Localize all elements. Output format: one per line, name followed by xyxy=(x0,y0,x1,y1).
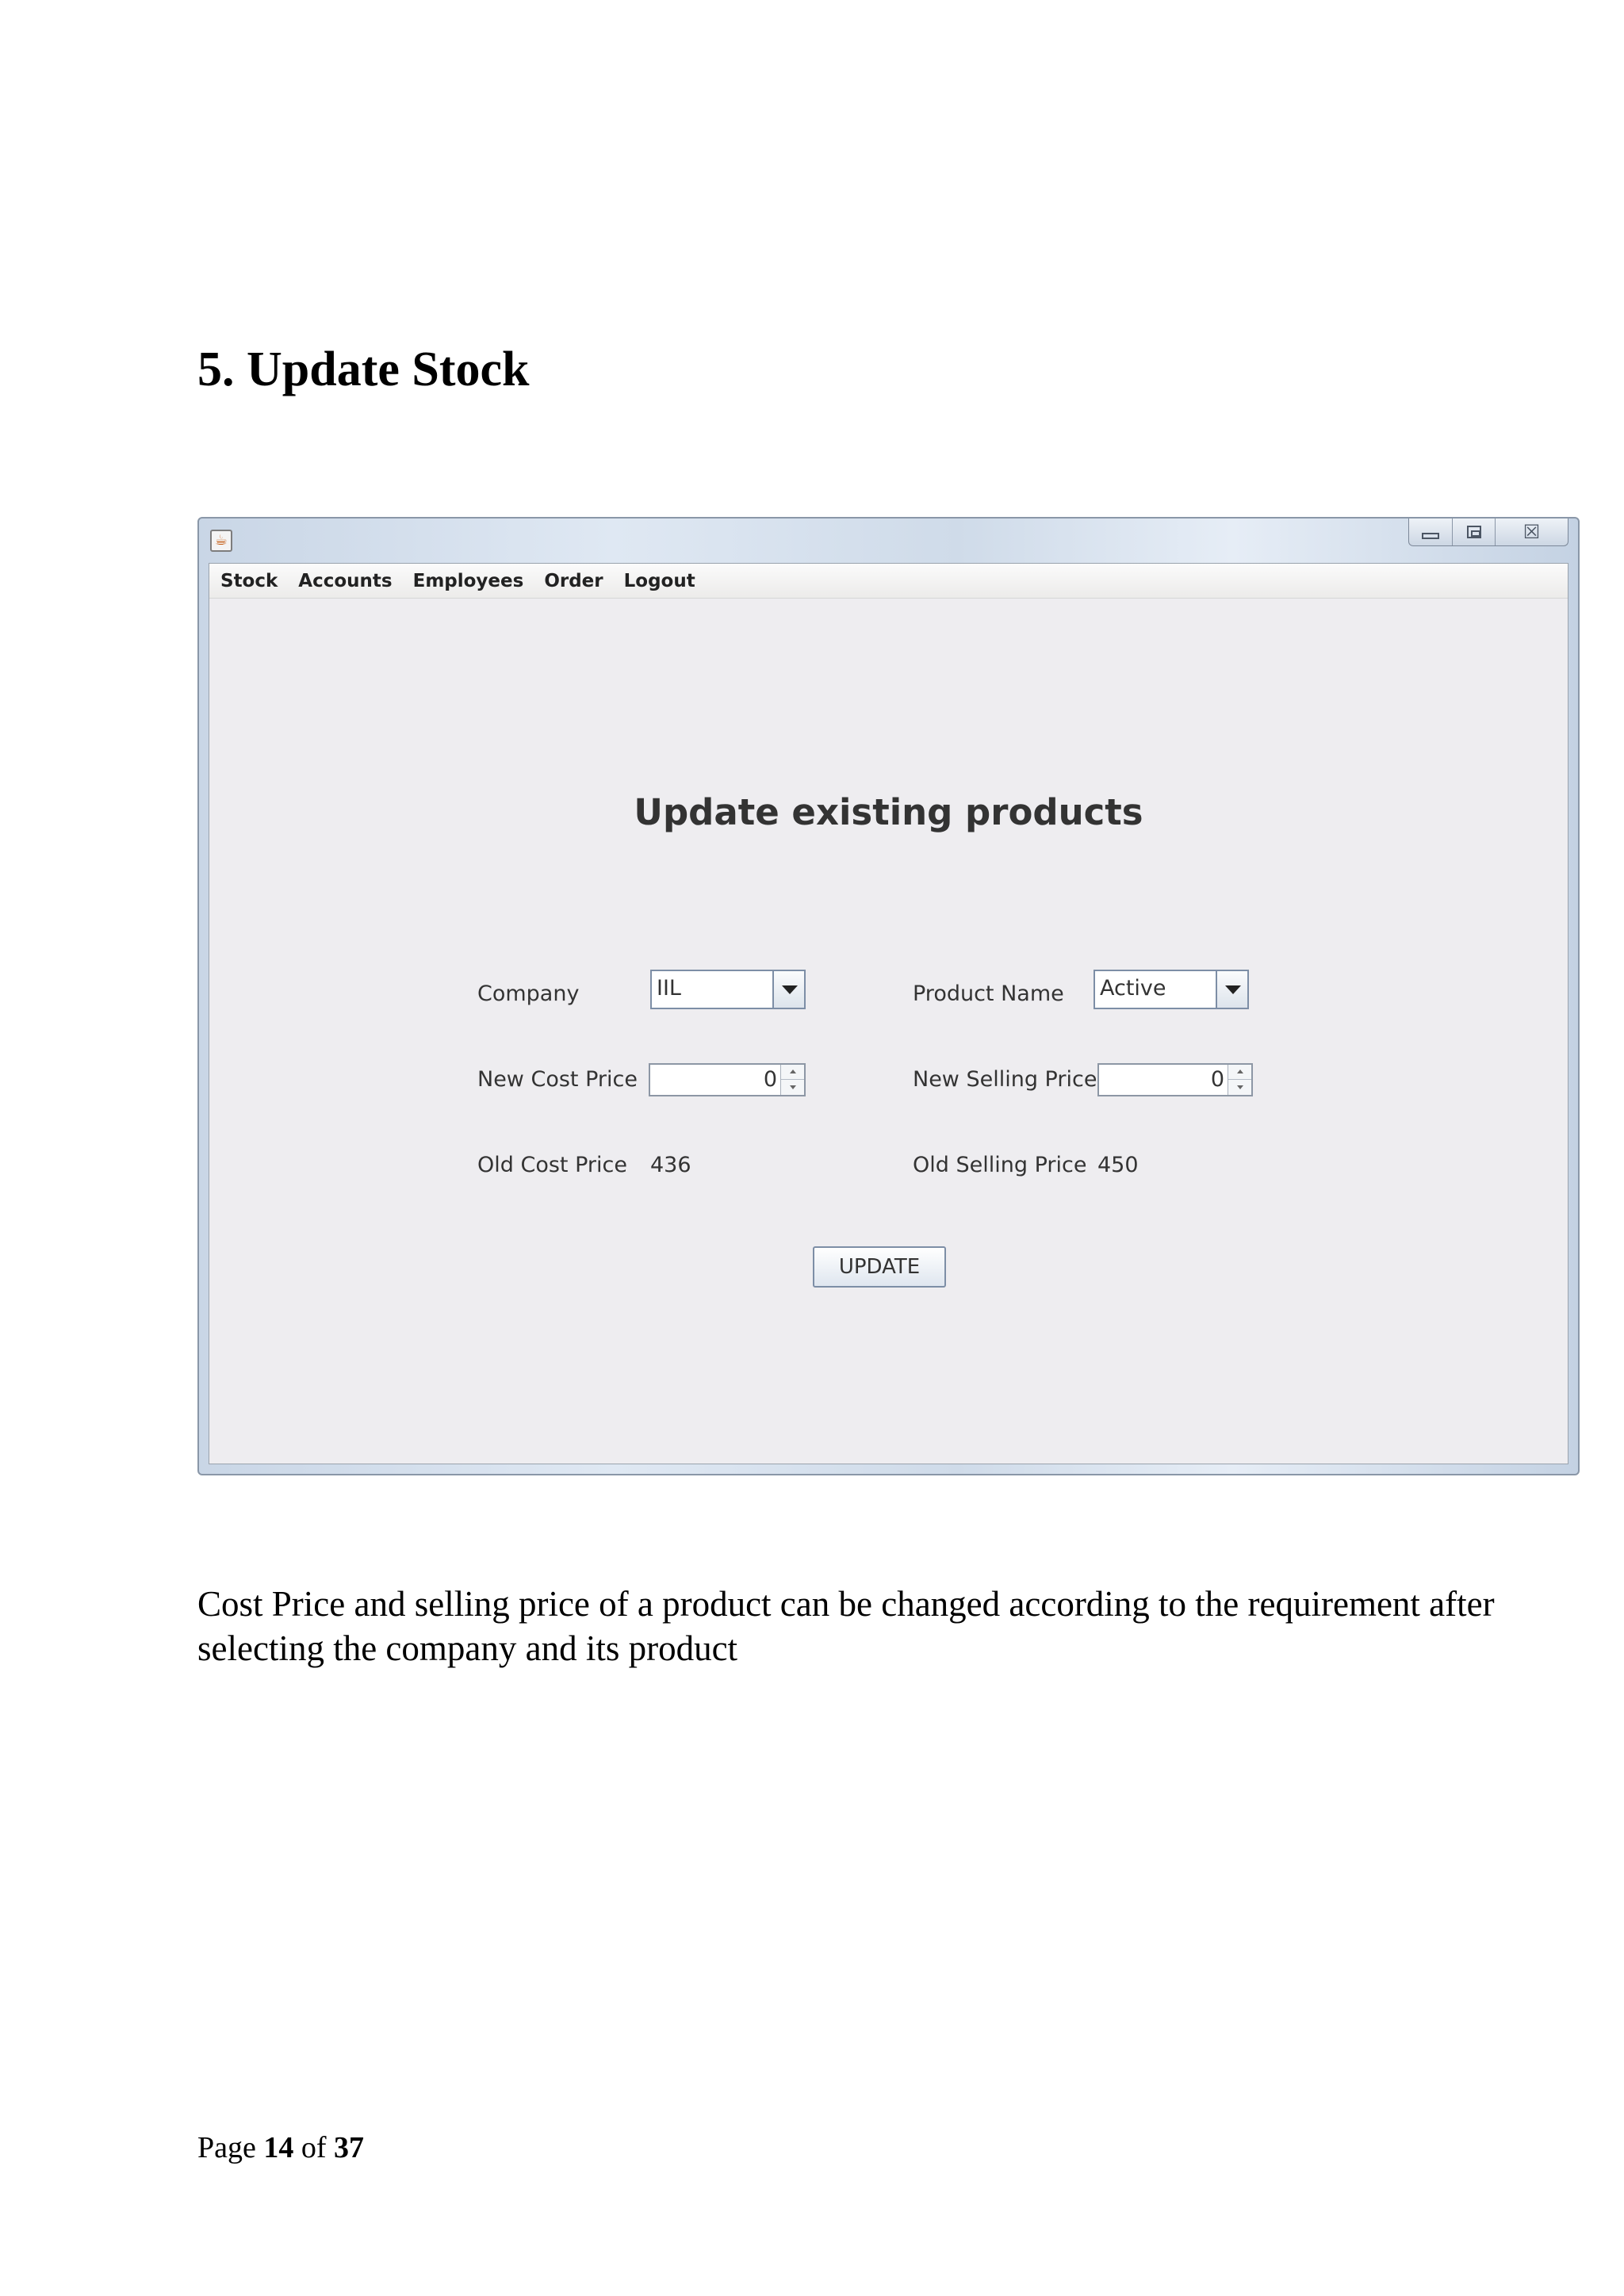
new-cost-price-label: New Cost Price xyxy=(477,1067,638,1092)
product-name-select[interactable] xyxy=(1094,970,1249,1009)
menu-logout[interactable]: Logout xyxy=(623,570,695,591)
product-name-label: Product Name xyxy=(913,982,1064,1006)
window-titlebar[interactable] xyxy=(199,519,1578,563)
close-button[interactable] xyxy=(1495,519,1568,545)
spinner-down-icon[interactable] xyxy=(781,1081,804,1095)
company-select[interactable] xyxy=(650,970,806,1009)
update-button[interactable]: UPDATE xyxy=(813,1246,946,1288)
chevron-down-icon[interactable] xyxy=(772,971,804,1008)
total-pages-number: 37 xyxy=(334,2131,365,2164)
form-title: Update existing products xyxy=(634,791,1143,833)
section-heading: 5. Update Stock xyxy=(197,342,530,396)
chevron-down-icon[interactable] xyxy=(1216,971,1247,1008)
new-cost-price-value[interactable]: 0 xyxy=(763,1067,777,1092)
old-cost-price-label: Old Cost Price xyxy=(477,1153,627,1177)
company-select-value: IIL xyxy=(657,976,681,1001)
new-selling-price-value[interactable]: 0 xyxy=(1210,1067,1224,1092)
menu-order[interactable]: Order xyxy=(544,570,603,591)
minimize-button[interactable] xyxy=(1409,519,1452,545)
old-cost-price-value: 436 xyxy=(650,1153,691,1177)
menu-employees[interactable]: Employees xyxy=(412,570,524,591)
minimize-icon xyxy=(1422,533,1439,539)
footer-prefix: Page xyxy=(197,2131,256,2164)
new-selling-price-spinner[interactable] xyxy=(1097,1063,1253,1096)
menu-stock[interactable]: Stock xyxy=(220,570,278,591)
menu-bar xyxy=(209,564,1568,599)
menu-accounts[interactable]: Accounts xyxy=(298,570,393,591)
java-app-icon: ☕ xyxy=(210,530,232,552)
product-name-select-value: Active xyxy=(1100,976,1166,1001)
old-selling-price-label: Old Selling Price xyxy=(913,1153,1087,1177)
close-icon: ☒ xyxy=(1522,521,1541,543)
new-selling-price-label: New Selling Price xyxy=(913,1067,1097,1092)
old-selling-price-value: 450 xyxy=(1097,1153,1139,1177)
window-controls xyxy=(1408,519,1568,546)
spinner-up-icon[interactable] xyxy=(1228,1065,1251,1080)
description-paragraph: Cost Price and selling price of a product can be changed according to the requirement after selecting the company and its product xyxy=(197,1584,1495,1668)
window-content xyxy=(209,563,1568,1464)
maximize-button[interactable] xyxy=(1452,519,1495,545)
current-page-number: 14 xyxy=(263,2131,294,2164)
spinner-buttons xyxy=(1228,1065,1251,1095)
company-label: Company xyxy=(477,982,580,1006)
page-footer xyxy=(197,2130,364,2165)
spinner-buttons xyxy=(780,1065,804,1095)
spinner-down-icon[interactable] xyxy=(1228,1081,1251,1095)
new-cost-price-spinner[interactable] xyxy=(649,1063,806,1096)
maximize-icon xyxy=(1467,526,1481,538)
app-window xyxy=(197,517,1580,1475)
spinner-up-icon[interactable] xyxy=(781,1065,804,1080)
footer-separator: of xyxy=(301,2131,327,2164)
